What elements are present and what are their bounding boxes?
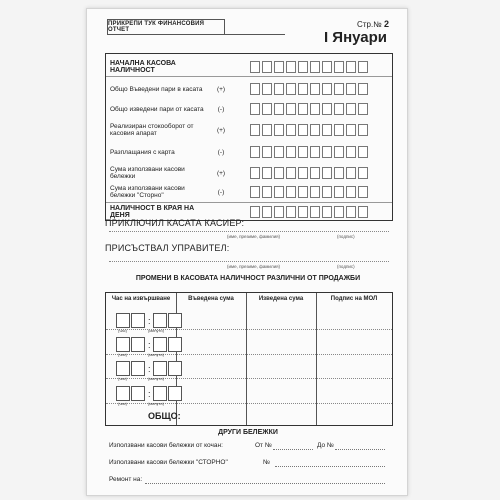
amount-digit-boxes[interactable] bbox=[250, 83, 368, 95]
minute-label: (минути) bbox=[148, 328, 164, 333]
storno-number-label: № bbox=[263, 459, 270, 466]
cash-changes-table bbox=[105, 292, 393, 426]
report-attach-tag: ПРИКРЕПИ ТУК ФИНАНСОВИЯ ОТЧЕТ bbox=[107, 19, 225, 35]
storno-number-field[interactable] bbox=[275, 466, 385, 467]
cash-row-label: Общо Въведени пари в касата bbox=[110, 85, 203, 93]
cash-balance-table bbox=[105, 53, 393, 221]
cash-row-label: Сума използвани касови бележки bbox=[110, 166, 185, 180]
cash-report-sheet bbox=[86, 8, 408, 496]
page-number-value: 2 bbox=[383, 19, 389, 29]
cash-row-turnover bbox=[106, 122, 392, 138]
column-divider bbox=[246, 293, 247, 425]
cashier-sign-hint: (подпис) bbox=[337, 234, 355, 239]
cash-row-sign: (+) bbox=[216, 169, 226, 177]
cash-row-label: Общо изведени пари от касата bbox=[110, 105, 204, 113]
cash-row-sign: (+) bbox=[216, 126, 226, 134]
changes-section-title: ПРОМЕНИ В КАСОВАТА НАЛИЧНОСТ РАЗЛИЧНИ ОТ ПРОДАЖБИ bbox=[135, 275, 361, 282]
cash-row-label: Разплащания с карта bbox=[110, 148, 175, 156]
hour-label: (час) bbox=[118, 352, 127, 357]
row-divider bbox=[106, 76, 392, 77]
cash-row-label: НАЛИЧНОСТ В КРАЯ НА ДЕНЯ bbox=[110, 204, 195, 219]
page-number bbox=[357, 19, 389, 29]
header-cash-in: Въведена сума bbox=[188, 296, 234, 302]
amount-digit-boxes[interactable] bbox=[250, 124, 368, 136]
cash-row-sign: (+) bbox=[216, 85, 226, 93]
repair-field[interactable] bbox=[145, 483, 385, 484]
hour-label: (час) bbox=[118, 376, 127, 381]
cashier-closed-label: ПРИКЛЮЧИЛ КАСАТА КАСИЕР: bbox=[105, 218, 245, 228]
minute-label: (минути) bbox=[148, 401, 164, 406]
used-storno-label: Използвани касови бележки "СТОРНО" bbox=[109, 459, 228, 466]
from-number-label: От № bbox=[255, 442, 272, 449]
total-label: ОБЩО: bbox=[148, 411, 181, 421]
minute-label: (минути) bbox=[148, 352, 164, 357]
amount-digit-boxes[interactable] bbox=[250, 167, 368, 179]
repair-label: Ремонт на: bbox=[109, 476, 143, 483]
cash-row-sign: (-) bbox=[217, 188, 225, 196]
amount-digit-boxes[interactable] bbox=[250, 186, 368, 198]
row-divider bbox=[106, 202, 392, 203]
cashier-name-hint: (име, презиме, фамилия) bbox=[227, 234, 281, 239]
cashier-signature-line[interactable] bbox=[109, 231, 389, 232]
manager-signature-line[interactable] bbox=[109, 261, 389, 262]
cash-row-sign: (-) bbox=[217, 148, 225, 156]
time-input-row-3[interactable]: : bbox=[116, 361, 183, 376]
time-input-row-1[interactable]: : bbox=[116, 313, 183, 328]
header-cash-out: Изведена сума bbox=[258, 296, 304, 302]
cash-row-receipts bbox=[106, 166, 392, 180]
time-input-row-2[interactable]: : bbox=[116, 337, 183, 352]
from-number-field[interactable] bbox=[273, 449, 313, 450]
header-time: Час на извършване bbox=[111, 296, 171, 302]
hour-label: (час) bbox=[118, 401, 127, 406]
to-number-field[interactable] bbox=[335, 449, 385, 450]
cash-row-cash-out bbox=[106, 102, 392, 116]
cash-row-sign: (-) bbox=[217, 105, 225, 113]
to-number-label: До № bbox=[317, 442, 334, 449]
used-receipts-label: Използвани касови бележки от кочан: bbox=[109, 442, 223, 449]
cash-row-card bbox=[106, 145, 392, 159]
cash-row-opening bbox=[106, 60, 392, 74]
cash-row-label: Сума използвани касови бележки "Сторно" bbox=[110, 185, 185, 199]
minute-label: (минути) bbox=[148, 376, 164, 381]
manager-sign-hint: (подпис) bbox=[337, 264, 355, 269]
manager-attended-label: ПРИСЪСТВАЛ УПРАВИТЕЛ: bbox=[105, 243, 230, 253]
notes-section-title: ДРУГИ БЕЛЕЖКИ bbox=[218, 429, 278, 436]
time-input-row-4[interactable]: : bbox=[116, 386, 183, 401]
cash-row-cash-in bbox=[106, 82, 392, 96]
amount-digit-boxes[interactable] bbox=[250, 61, 368, 73]
tag-underline bbox=[225, 34, 285, 35]
page-number-prefix: Стр.№ bbox=[357, 20, 382, 29]
amount-digit-boxes[interactable] bbox=[250, 146, 368, 158]
header-mol-signature: Подпис на МОЛ bbox=[330, 296, 378, 302]
column-divider bbox=[316, 293, 317, 425]
cash-row-closing bbox=[106, 205, 392, 218]
cash-row-label: НАЧАЛНА КАСОВА НАЛИЧНОСТ bbox=[110, 60, 176, 74]
amount-digit-boxes[interactable] bbox=[250, 103, 368, 115]
amount-digit-boxes[interactable] bbox=[250, 206, 368, 218]
cash-row-storno bbox=[106, 184, 392, 200]
month-title: I Януари bbox=[323, 29, 387, 46]
hour-label: (час) bbox=[118, 328, 127, 333]
manager-name-hint: (име, презиме, фамилия) bbox=[227, 264, 281, 269]
cash-row-label: Реализиран стокооборот от касовия апарат bbox=[110, 123, 194, 137]
